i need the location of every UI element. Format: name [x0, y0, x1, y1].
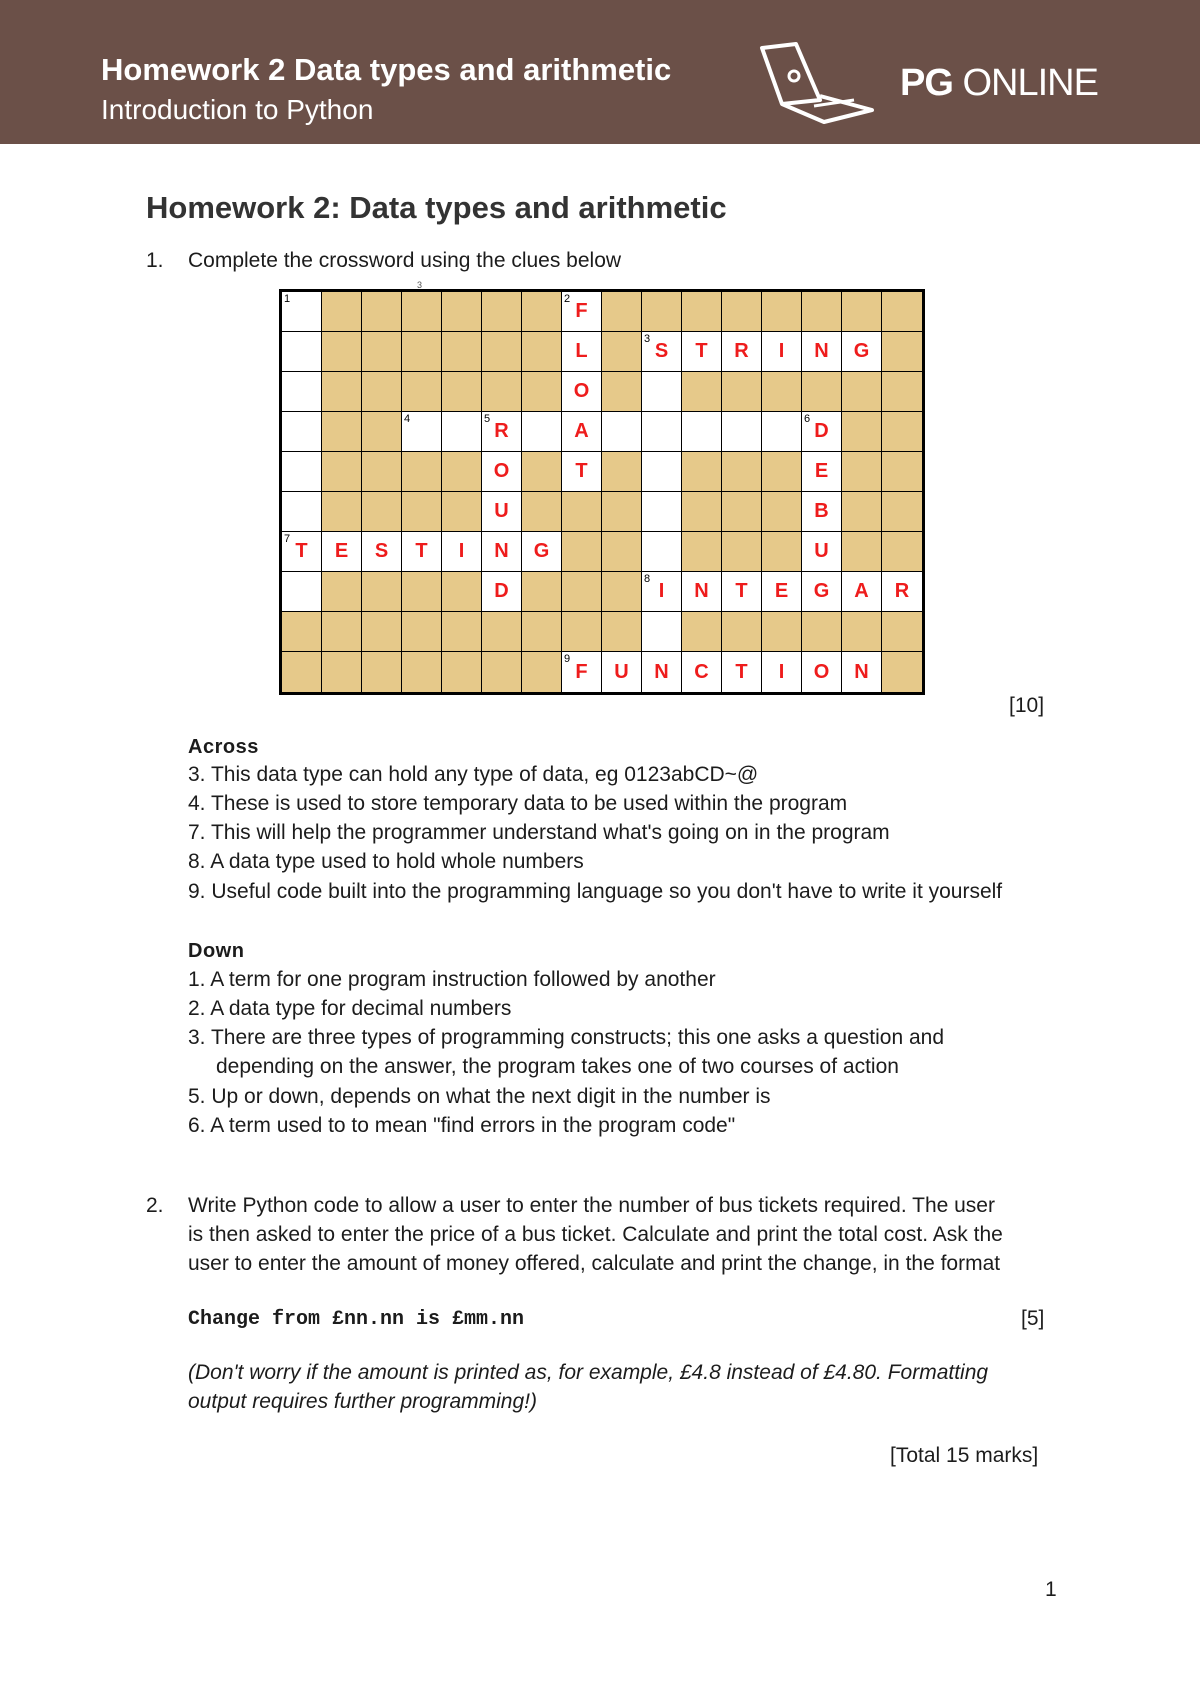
- crossword-block: [402, 292, 442, 332]
- crossword-block: [602, 452, 642, 492]
- crossword-block: [722, 452, 762, 492]
- crossword-cell: [762, 652, 802, 692]
- crossword-block: [722, 492, 762, 532]
- crossword-block: [802, 292, 842, 332]
- crossword-cell: [642, 532, 682, 572]
- crossword-block: [682, 372, 722, 412]
- crossword-letter: G: [813, 580, 830, 602]
- crossword-block: [522, 372, 562, 412]
- crossword-letter: N: [694, 580, 709, 602]
- crossword-cell: [282, 292, 322, 332]
- crossword-block: [322, 412, 362, 452]
- crossword-cell: [282, 452, 322, 492]
- crossword-cell: [642, 652, 682, 692]
- clue-number: 1: [284, 293, 291, 305]
- crossword-block: [362, 332, 402, 372]
- crossword-cell: [602, 412, 642, 452]
- crossword-letter: D: [494, 580, 509, 602]
- crossword-letter: T: [695, 340, 708, 362]
- crossword-block: [322, 612, 362, 652]
- crossword-cell: [762, 412, 802, 452]
- crossword-block: [882, 652, 922, 692]
- crossword-letter: G: [853, 340, 870, 362]
- crossword-block: [482, 652, 522, 692]
- crossword-letter: O: [813, 660, 830, 683]
- crossword-cell: [802, 412, 842, 452]
- crossword-cell: [842, 652, 882, 692]
- crossword-block: [882, 332, 922, 372]
- crossword-letter: U: [494, 500, 509, 522]
- crossword-cell: [682, 572, 722, 612]
- crossword-letter: C: [694, 660, 709, 683]
- crossword-block: [522, 572, 562, 612]
- crossword-block: [602, 612, 642, 652]
- crossword-cell: [642, 452, 682, 492]
- crossword-letter: T: [575, 460, 588, 482]
- crossword-block: [682, 532, 722, 572]
- crossword-block: [882, 452, 922, 492]
- crossword-letter: O: [493, 460, 510, 482]
- crossword-block: [322, 292, 362, 332]
- crossword-block: [602, 372, 642, 412]
- down-clue: 2. A data type for decimal numbers: [188, 997, 512, 1020]
- q2-note: output requires further programming!): [188, 1390, 537, 1413]
- total-marks: [Total 15 marks]: [890, 1444, 1039, 1467]
- crossword-cell: [562, 452, 602, 492]
- header-title: Homework 2 Data types and arithmetic: [101, 52, 672, 87]
- crossword-block: [602, 292, 642, 332]
- crossword-block: [402, 452, 442, 492]
- crossword-block: [322, 572, 362, 612]
- crossword-block: [402, 652, 442, 692]
- crossword-block: [522, 492, 562, 532]
- crossword-block: [322, 492, 362, 532]
- crossword-block: [842, 412, 882, 452]
- q2-number: 2.: [146, 1194, 164, 1217]
- crossword-block: [762, 452, 802, 492]
- crossword-cell: [642, 612, 682, 652]
- crossword-cell: [482, 492, 522, 532]
- crossword-cell: [282, 572, 322, 612]
- crossword-cell: [282, 492, 322, 532]
- crossword-cell: [562, 292, 602, 332]
- crossword-letter: S: [374, 540, 389, 562]
- crossword-cell: [522, 532, 562, 572]
- crossword-block: [602, 332, 642, 372]
- crossword-block: [842, 452, 882, 492]
- crossword-cell: [642, 412, 682, 452]
- clue-number: 5: [484, 413, 491, 425]
- page-number: 1: [1045, 1578, 1057, 1601]
- crossword-cell: [482, 532, 522, 572]
- header-banner: [0, 0, 1200, 144]
- crossword-block: [362, 452, 402, 492]
- across-clue: 4. These is used to store temporary data to be used within the program: [188, 792, 848, 815]
- crossword-letter: L: [575, 340, 588, 362]
- down-clue: 5. Up or down, depends on what the next digit in the number is: [188, 1085, 771, 1108]
- crossword-block: [442, 612, 482, 652]
- crossword-block: [602, 492, 642, 532]
- crossword-cell: [282, 332, 322, 372]
- crossword-block: [762, 372, 802, 412]
- crossword-block: [722, 292, 762, 332]
- crossword-letter: T: [735, 580, 748, 602]
- clue-number: 2: [564, 293, 571, 305]
- crossword-letter: N: [654, 660, 669, 683]
- crossword-block: [842, 292, 882, 332]
- clue-number: 8: [644, 573, 651, 585]
- crossword-block: [362, 372, 402, 412]
- q2-note: (Don't worry if the amount is printed as, for example, £4.8 instead of £4.80. Formatting: [188, 1361, 989, 1384]
- crossword-cell: [882, 572, 922, 612]
- q1-text: Complete the crossword using the clues below: [188, 249, 622, 272]
- crossword-letter: A: [574, 420, 589, 442]
- crossword-block: [482, 292, 522, 332]
- crossword-block: [522, 332, 562, 372]
- crossword-cell: [802, 332, 842, 372]
- crossword-cell: [362, 532, 402, 572]
- crossword-block: [522, 612, 562, 652]
- crossword-grid: [279, 289, 925, 695]
- q2-format-line: Change from £nn.nn is £mm.nn: [188, 1308, 525, 1331]
- down-clue: 3. There are three types of programming constructs; this one asks a question and: [188, 1026, 945, 1049]
- crossword-cell: [402, 532, 442, 572]
- crossword-letter: I: [458, 540, 465, 562]
- crossword-cell: [802, 452, 842, 492]
- q2-text: Write Python code to allow a user to enter the number of bus tickets required. The user: [188, 1194, 995, 1217]
- crossword-letter: U: [614, 660, 629, 683]
- across-clue: 9. Useful code built into the programming language so you don't have to write it yourself: [188, 880, 1003, 903]
- crossword-letter: B: [814, 500, 829, 522]
- crossword-letter: T: [735, 660, 748, 683]
- crossword-letter: T: [295, 540, 308, 562]
- laptop-icon: [754, 40, 894, 130]
- crossword-cell: [562, 332, 602, 372]
- crossword-block: [322, 652, 362, 692]
- crossword-block: [762, 612, 802, 652]
- crossword-cell: [322, 532, 362, 572]
- crossword-block: [442, 292, 482, 332]
- stray-number: 3: [417, 280, 423, 290]
- crossword-cell: [722, 412, 762, 452]
- crossword-letter: O: [573, 380, 590, 402]
- crossword-cell: [682, 652, 722, 692]
- pg-online-logo: [754, 40, 1099, 130]
- crossword-cell: [682, 412, 722, 452]
- crossword-block: [322, 452, 362, 492]
- crossword-letter: U: [814, 540, 829, 562]
- crossword-letter: N: [854, 660, 869, 683]
- crossword-block: [562, 492, 602, 532]
- header-subtitle: Introduction to Python: [101, 94, 374, 125]
- crossword-letter: T: [415, 540, 428, 562]
- q2-text: user to enter the amount of money offered, calculate and print the change, in the format: [188, 1252, 1001, 1275]
- crossword-block: [882, 412, 922, 452]
- crossword-letter: F: [575, 660, 588, 683]
- crossword-cell: [602, 652, 642, 692]
- crossword-block: [362, 412, 402, 452]
- down-clue-continued: depending on the answer, the program takes one of two courses of action: [216, 1055, 899, 1078]
- crossword-block: [602, 532, 642, 572]
- crossword-block: [682, 492, 722, 532]
- q2-marks: [5]: [1021, 1307, 1045, 1330]
- clue-number: 4: [404, 413, 411, 425]
- crossword-block: [362, 612, 402, 652]
- crossword-block: [682, 612, 722, 652]
- crossword-cell: [722, 572, 762, 612]
- crossword-cell: [722, 332, 762, 372]
- crossword-block: [442, 452, 482, 492]
- page-title: Homework 2: Data types and arithmetic: [146, 190, 727, 225]
- crossword-letter: E: [334, 540, 349, 562]
- crossword-cell: [402, 412, 442, 452]
- crossword-cell: [522, 412, 562, 452]
- crossword-block: [562, 612, 602, 652]
- crossword-block: [442, 652, 482, 692]
- crossword-cell: [562, 412, 602, 452]
- crossword-cell: [562, 372, 602, 412]
- crossword-block: [362, 292, 402, 332]
- clue-number: 7: [284, 533, 291, 545]
- clue-number: 3: [644, 333, 651, 345]
- crossword-block: [442, 492, 482, 532]
- across-heading: Across: [188, 736, 259, 758]
- crossword-block: [562, 572, 602, 612]
- crossword-letter: G: [533, 540, 550, 562]
- crossword-block: [522, 652, 562, 692]
- crossword-block: [402, 492, 442, 532]
- crossword-cell: [842, 332, 882, 372]
- crossword-block: [802, 372, 842, 412]
- crossword-block: [882, 372, 922, 412]
- crossword-cell: [762, 332, 802, 372]
- crossword-block: [842, 372, 882, 412]
- crossword-block: [602, 572, 642, 612]
- crossword-block: [882, 612, 922, 652]
- crossword-block: [682, 452, 722, 492]
- crossword-cell: [802, 492, 842, 532]
- crossword-block: [642, 292, 682, 332]
- crossword-letter: E: [814, 460, 829, 482]
- crossword-cell: [722, 652, 762, 692]
- q2-text: is then asked to enter the price of a bus ticket. Calculate and print the total cost. Ask the: [188, 1223, 1003, 1246]
- crossword-letter: I: [778, 660, 785, 683]
- crossword-block: [362, 572, 402, 612]
- crossword-cell: [482, 412, 522, 452]
- crossword-cell: [682, 332, 722, 372]
- crossword-block: [802, 612, 842, 652]
- crossword-block: [842, 532, 882, 572]
- crossword-block: [842, 612, 882, 652]
- across-clue: 3. This data type can hold any type of data, eg 0123abCD~@: [188, 763, 759, 786]
- clue-number: 9: [564, 653, 571, 665]
- crossword-block: [522, 292, 562, 332]
- crossword-block: [682, 292, 722, 332]
- crossword-block: [722, 532, 762, 572]
- crossword-letter: I: [778, 340, 785, 362]
- across-clue: 7. This will help the programmer understand what's going on in the program: [188, 821, 890, 844]
- crossword-block: [362, 492, 402, 532]
- crossword-cell: [642, 572, 682, 612]
- crossword-cell: [642, 332, 682, 372]
- crossword-block: [402, 572, 442, 612]
- crossword-block: [482, 612, 522, 652]
- crossword-letter: A: [854, 580, 869, 602]
- crossword-block: [282, 612, 322, 652]
- crossword-block: [442, 372, 482, 412]
- crossword-cell: [802, 532, 842, 572]
- crossword-block: [442, 332, 482, 372]
- crossword-cell: [442, 532, 482, 572]
- crossword-block: [842, 492, 882, 532]
- crossword-block: [322, 332, 362, 372]
- crossword-cell: [642, 372, 682, 412]
- crossword-letter: S: [654, 340, 669, 362]
- crossword-letter: N: [494, 540, 509, 562]
- crossword-cell: [802, 652, 842, 692]
- crossword-cell: [642, 492, 682, 532]
- crossword-block: [482, 332, 522, 372]
- brand-name: PG ONLINE: [900, 62, 1098, 104]
- crossword-block: [722, 372, 762, 412]
- crossword-block: [482, 372, 522, 412]
- crossword-block: [882, 292, 922, 332]
- crossword-block: [402, 332, 442, 372]
- crossword-block: [522, 452, 562, 492]
- crossword-block: [362, 652, 402, 692]
- crossword-block: [562, 532, 602, 572]
- crossword-cell: [762, 572, 802, 612]
- crossword-letter: E: [774, 580, 789, 602]
- crossword-letter: N: [814, 340, 829, 362]
- crossword-block: [722, 612, 762, 652]
- crossword-cell: [282, 372, 322, 412]
- q1-number: 1.: [146, 249, 164, 272]
- crossword-block: [762, 292, 802, 332]
- q1-marks: [10]: [1009, 694, 1045, 717]
- crossword-letter: I: [658, 580, 665, 602]
- crossword-block: [322, 372, 362, 412]
- crossword-block: [882, 532, 922, 572]
- down-clue: 6. A term used to to mean "find errors in the program code": [188, 1114, 736, 1137]
- crossword-block: [762, 532, 802, 572]
- crossword-block: [442, 572, 482, 612]
- crossword-cell: [482, 452, 522, 492]
- crossword-letter: R: [894, 580, 910, 602]
- crossword-block: [882, 492, 922, 532]
- crossword-block: [402, 372, 442, 412]
- crossword-letter: F: [575, 300, 588, 322]
- crossword-cell: [282, 532, 322, 572]
- across-clue: 8. A data type used to hold whole numbers: [188, 850, 584, 873]
- crossword-cell: [482, 572, 522, 612]
- crossword-block: [282, 652, 322, 692]
- crossword-cell: [442, 412, 482, 452]
- crossword-cell: [842, 572, 882, 612]
- crossword-cell: [562, 652, 602, 692]
- down-heading: Down: [188, 940, 245, 962]
- crossword-block: [762, 492, 802, 532]
- crossword-cell: [282, 412, 322, 452]
- crossword-letter: R: [734, 340, 749, 362]
- clue-number: 6: [804, 413, 811, 425]
- crossword-letter: R: [494, 420, 509, 442]
- crossword-letter: D: [814, 420, 829, 442]
- crossword-cell: [802, 572, 842, 612]
- crossword-block: [402, 612, 442, 652]
- down-clue: 1. A term for one program instruction followed by another: [188, 968, 716, 991]
